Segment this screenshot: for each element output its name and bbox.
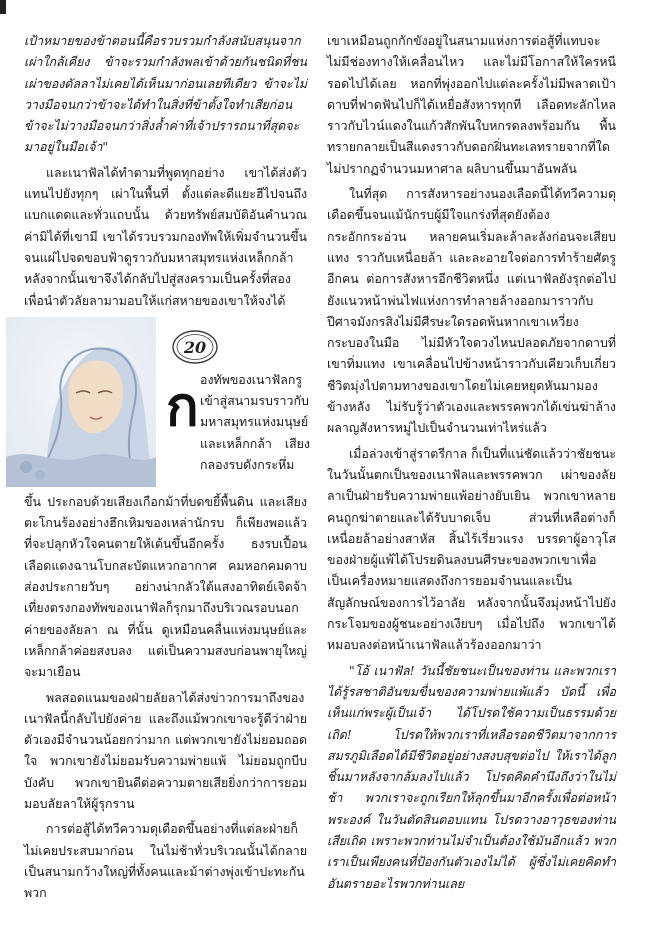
drop-cap-letter: ก (166, 373, 199, 438)
left-paragraph-2: ขึ้น ประกอบด้วยเสียงเกือกม้าที่บดขยี้พื้นดิน และเสียงตะโกนร้องอย่างฮึกเหิมของเหล่านักรบ ก็เพียงพอแล้วที่จะปลุกหัวใจคนตายให้เต้นขึ้นอีกครั้ง ธงรบเปื้อนเลือดแดงฉานโบกสะบัดแหวกอากาศ คมหอกคมดาบส่องประกายวับๆ อย่างน่ากลัวใต้แสงอาทิตย์เจิดจ้า เที่ยงตรงกองทัพของเนาฟัลก็รุกมาถึงบริเวณรอบนอกค่ายของลัยลา ณ ที่นั้น ดูเหมือนคลื่นแห่งมนุษย์และเหล็กกล้าค่อยสงบลง แต่เป็นความสงบก่อนพายุใหญ่จะมาเยือน (24, 493, 307, 680)
right-quote: "โอ้ เนาฟัล! วันนี้ชัยชนะเป็นของท่าน และพวกเราได้รู้รสชาติอันขมขื่นของความพ่ายแพ้แล้ว บัดนี้ เพื่อเห็นแก่พระผู้เป็นเจ้า ได้โปรดใช้ความเป็นธรรมด้วยเถิด! โปรดให้พวกเราที่เหลือรอดชีวิตมาจากการสมรภูมิเลือดได้มีชีวิตอยู่อย่างสงบสุขต่อไป ให้เราได้ลูกชิ้นมาหลังจากล้มลงไปแล้ว โปรดคิดคำนึงถึงว่าในไม่ช้า พวกเราจะถูกเรียกให้ลุกขึ้นมาอีกครั้งเพื่อต่อหน้าพระองค์ ในวันตัดสินตอบแทน โปรดวางอาวุธของท่านเสียเถิด เพราะพวกท่านไม่จำเป็นต้องใช้มันอีกแล้ว พวกเราเป็นเพียงคนที่ป้องกันตัวเองไม่ได้ ผู้ซึ่งไม่เคยคิดทำอันตรายอะไรพวกท่านเลย (327, 662, 616, 891)
left-paragraph-4: การต่อสู้ได้ทวีความดุเดือดขึ้นอย่างที่แต่ละฝ่ายก็ไม่เคยประสบมาก่อน ในไม่ช้าทั่วบริเวณนั้นได้กลายเป็นสนามกว้างใหญ่ที่ทั้งคนและม้าต่างพุ่งเข้าปะทะกัน พวก (24, 821, 307, 901)
chapter-number: 20 (183, 337, 207, 357)
page-corner-mark (0, 0, 6, 14)
left-paragraph-3: พลสอดแนมของฝ่ายลัยลาได้ส่งข่าวการมาถึงของเนาฟัลนี้กลับไปยังค่าย และถึงแม้พวกเขาจะรู้ดีว่าฝ่ายตัวเองมีจำนวนน้อยกว่ามาก แต่พวกเขายังไม่ยอมถอดใจ พวกเขายังไม่ยอมรับความพ่ายแพ้ ไม่ยอมถูกบีบบังคับ พวกเขายินดีต่อความตายเสียยิ่งกว่าการยอมมอบลัยลาให้ผู้รุกราน (24, 689, 307, 812)
chapter-opening-figure (24, 317, 310, 487)
right-paragraph-1: เขาเหมือนถูกกักขังอยู่ในสนามแห่งการต่อสู้ที่แทบจะไม่มีช่องทางให้เคลื่อนไหว และไม่มีโอกาสให้ใครหนีรอดไปได้เลย หอกที่พุ่งออกไปแต่ละครั้งไม่มีพลาดเป้า ดาบที่ฟาดฟันไปก็ได้เหยื่อสังหารทุกที เลือดทะลักไหลราวกับไวน์แดงในแก้วสักพันใบหกรดลงพร้อมกัน พื้นทรายกลายเป็นสีแดงราวกับดอกฝิ่นทะเลทรายจากที่ใดไม่ปรากฏจำนวนมหาศาล ผลิบานขึ้นมาอันพลัน (327, 33, 616, 176)
right-paragraph-3: เมื่อล่วงเข้าสู่ราตรีกาล ก็เป็นที่แน่ชัดแล้วว่าชัยชนะในวันนั้นตกเป็นของเนาฟัลและพรรคพวก เผ่าของลัยลาเป็นฝ่ายรับความพ่ายแพ้อย่างยับเยิน พวกเขาหลายคนถูกฆ่าตายและได้รับบาดเจ็บ ส่วนที่เหลือต่างก็เหนื่อยล้าอย่างสาหัส สิ้นไร้เรี่ยวแรง บรรดาผู้อาวุโสของฝ่ายผู้แพ้ได้โปรยดินลงบนศีรษะของพวกเขาเพื่อเป็นเครื่องหมายแสดงถึงการยอมจำนนและเป็นสัญลักษณ์ของการไว้อาลัย หลังจากนั้นจึงมุ่งหน้าไปยังกระโจมของผู้ชนะอย่างเงียบๆ เมื่อไปถึง พวกเขาได้หมอบลงต่อหน้าเนาฟัลแล้วร้องออกมาว่า (327, 445, 616, 653)
left-column (24, 30, 310, 908)
right-column (327, 30, 616, 898)
chapter-number-badge (170, 327, 220, 367)
right-paragraph-2: ในที่สุด การสังหารอย่างนองเลือดนี้ได้ทวีความดุเดือดขึ้นจนแม้นักรบผู้มีใจแกร่งที่สุดยังต้องกระอักกระอ่วน หลายคนเริ่มละล้าละลังก่อนจะเสียบแทง ราวกับเหนื่อยล้า และละอายใจต่อการทำร้ายศัตรูอีกคน ต่อการสังหารอีกชีวิตหนึ่ง แต่เนาฟัลยังรุกต่อไปยังแนวหน้าพ่นไฟแห่งการทำลายล้างออกมาราวกับปีศาจมังกรสิงไม่มีศีรษะใดรอดพ้นหากเขาเหวี่ยงกระบองในมือ ไม่มีหัวใจดวงไหนปลอดภัยจากดาบที่เขาทิ่มแทง เขาเคลื่อนไปข้างหน้าราวกับเคียวเก็บเกี่ยวชีวิตมุ่งไปตามทางของเขาโดยไม่เคยหยุดหันมามองข้างหลัง ไม่รับรู้ว่าตัวเองและพรรคพวกได้เข่นฆ่าล้างผลาญสังหารหมู่ไปเป็นจำนวนเท่าไหร่แล้ว (327, 186, 616, 436)
intro-quote: เป้าหมายของข้าตอนนี้คือรวบรวมกำลังสนับสนุนจากเผ่าใกล้เคียง ข้าจะรวมกำลังพลเข้าด้วยกันชนิดที่ชนเผ่าของดัลลาไม่เคยได้เห็นมาก่อนเลยทีเดียว ข้าจะไม่วางมือจนกว่าข้าจะได้ทำในสิ่งที่ข้าตั้งใจทำเสียก่อนข้าจะไม่วางมือจนกว่าสิ่งล้ำค่าที่เจ้าปรารถนาที่สุดจะมาอยู่ในมือเจ้า" (24, 33, 307, 155)
left-paragraph-1: และเนาฟัลได้ทำตามที่พูดทุกอย่าง เขาได้ส่งตัวแทนไปยังทุกๆ เผ่าในพื้นที่ ตั้งแต่ละดีแยะฮีไปจนถึงแบกแดดและทั่วแถบนั้น ด้วยทรัพย์สมบัติอันคำนวณค่ามิได้ที่เขามี เขาได้รวบรวมกองทัพให้เพิ่มจำนวนขึ้นจนแผ่ไปจดขอบฟ้าดูราวกับมหาสมุทรแห่งเหล็กกล้า หลังจากนั้นเขาจึงได้กลับไปสู่สงครามเป็นครั้งที่สอง เพื่อนำตัวลัยลามามอบให้แก่สหายของเขาให้จงได้ (24, 164, 307, 308)
chapter-opening-text: องทัพของเนาฟัลกรูเข้าสู่สนามรบราวกับมหาสมุทรแห่งมนุษย์และเหล็กกล้า เสียงกลองรบดังกระหึ่ม (200, 371, 310, 473)
veiled-woman-illustration (6, 317, 156, 487)
